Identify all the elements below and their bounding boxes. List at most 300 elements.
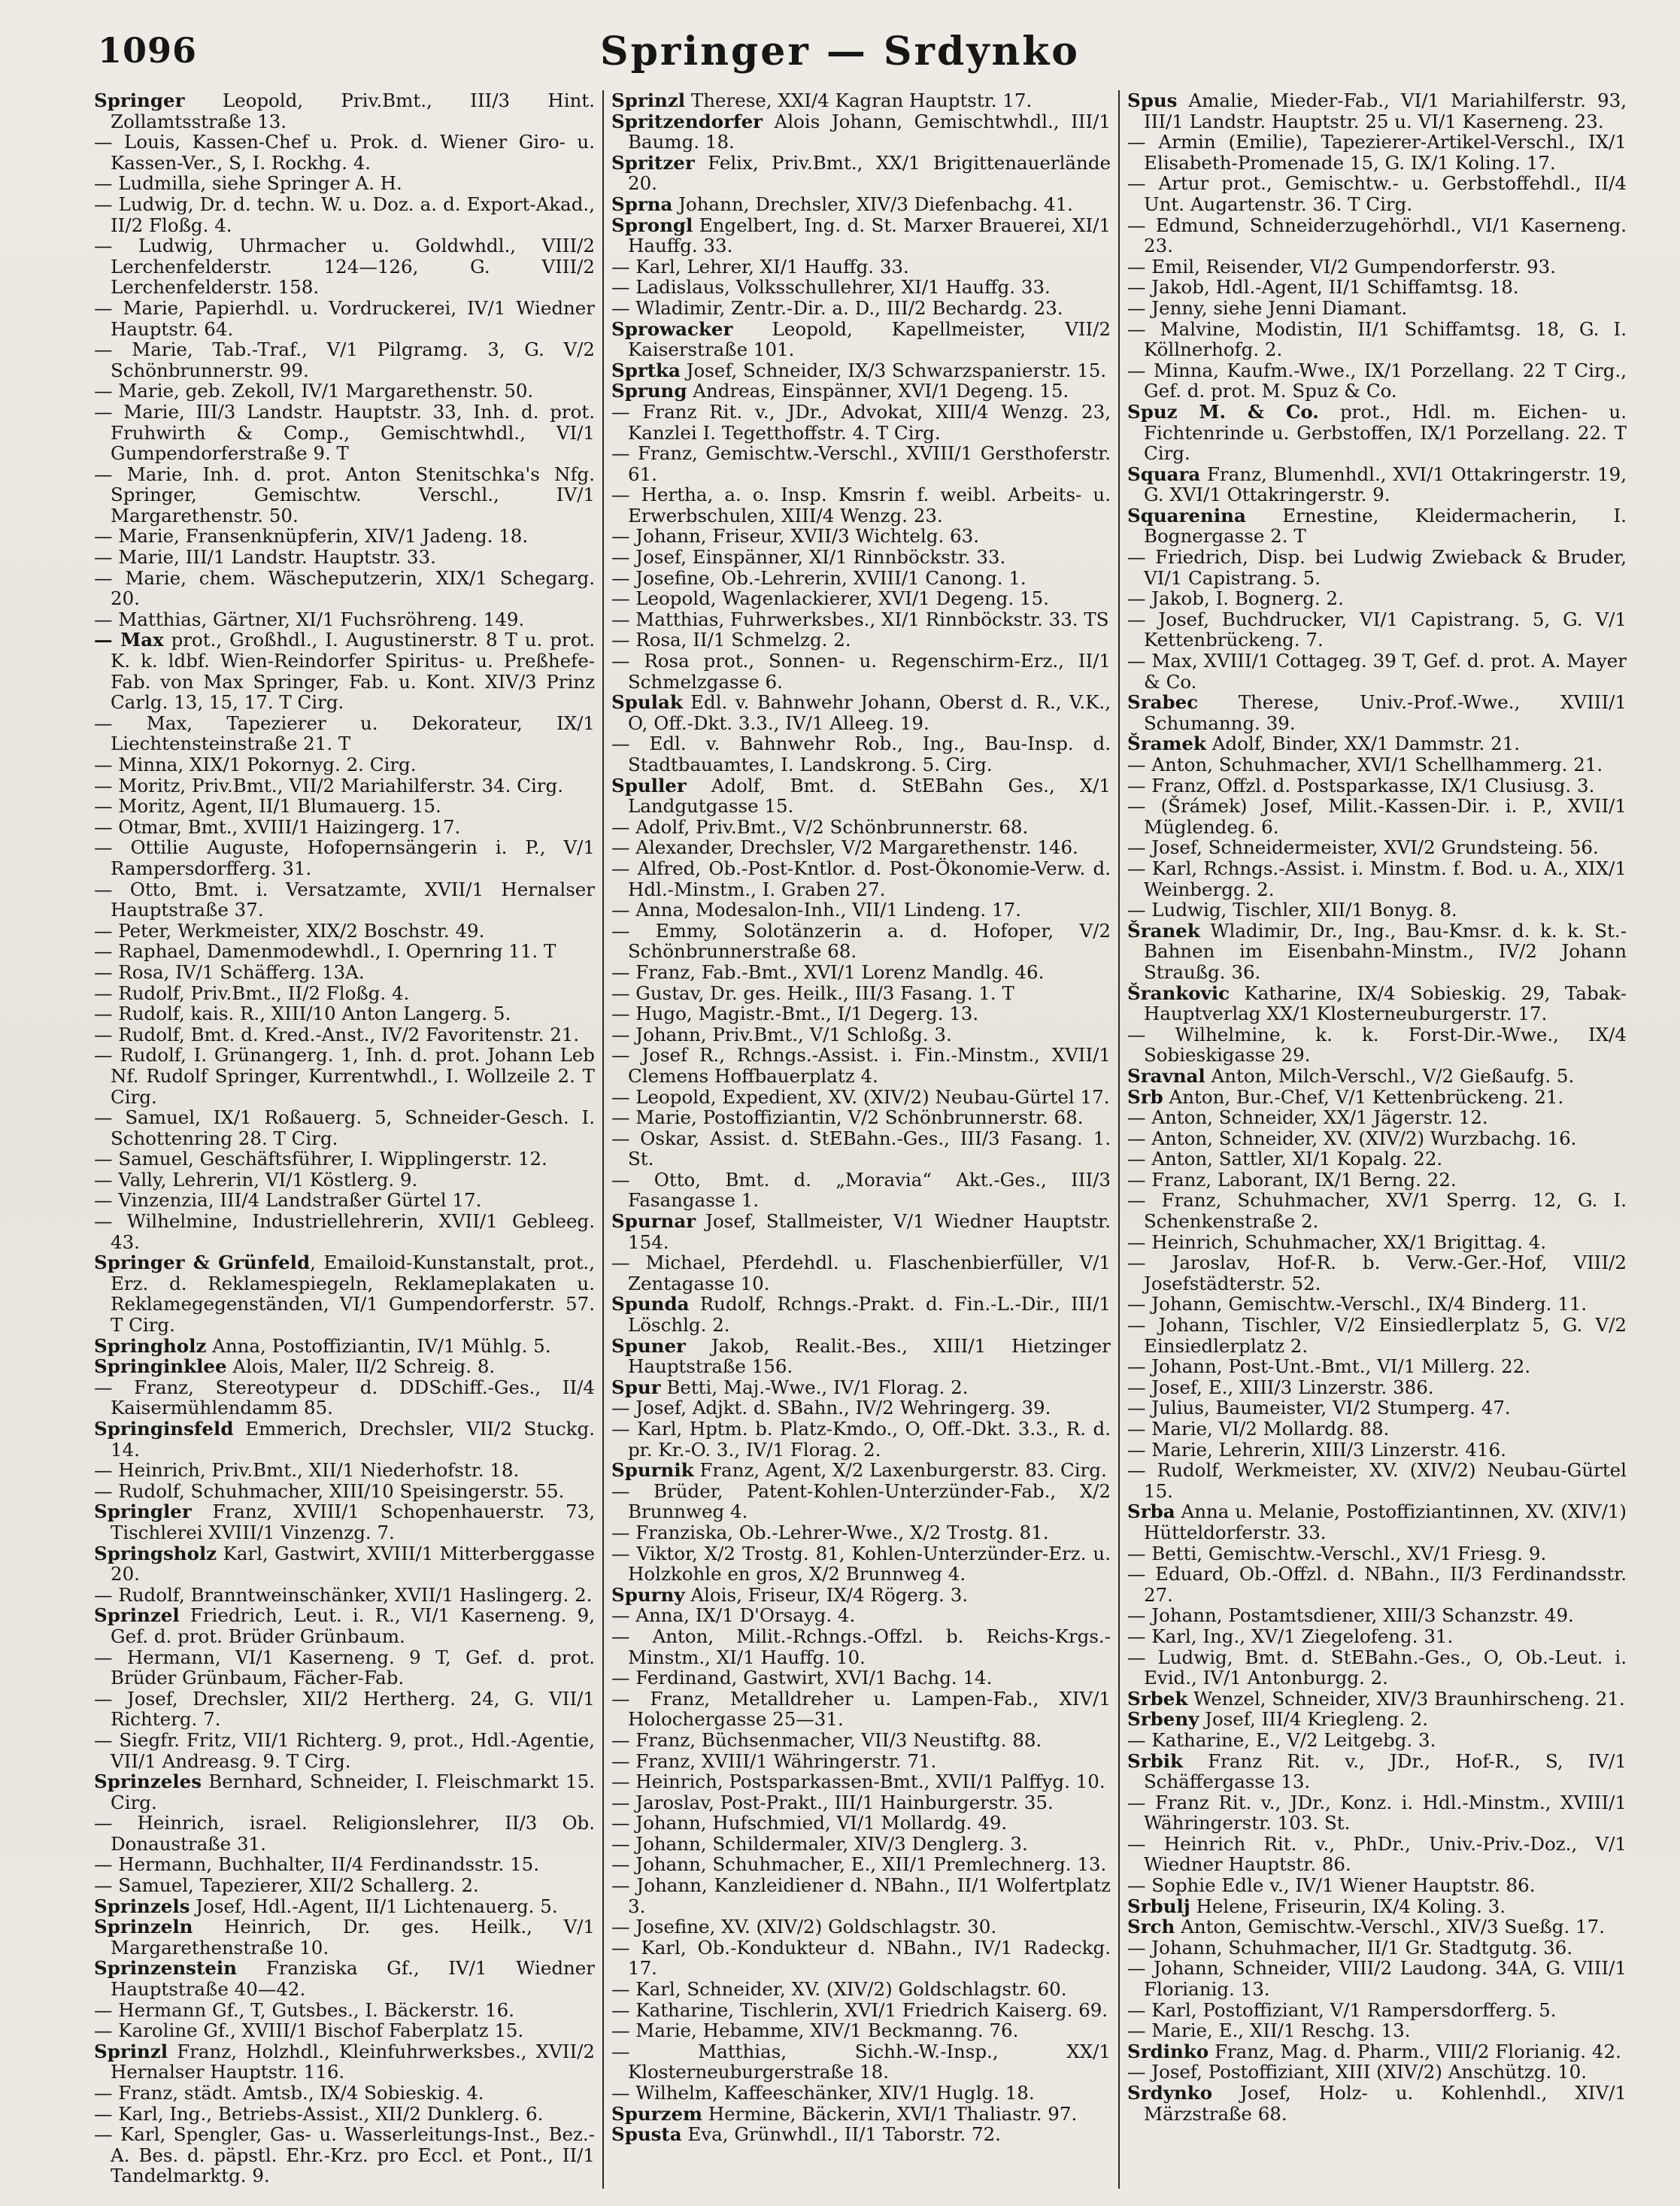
entry-details: Bernhard, Schneider, I. Fleischmarkt 15. Cirg. [111, 1771, 595, 1813]
entry-surname: Sravnal [1127, 1064, 1205, 1087]
directory-entry [94, 1543, 595, 1585]
directory-entry [94, 2000, 595, 2021]
directory-entry [94, 1045, 595, 1107]
directory-entry [1127, 796, 1627, 837]
directory-entry [611, 692, 1111, 733]
directory-entry [94, 817, 595, 838]
entry-details: — Hugo, Magistr.-Bmt., I/1 Degerg. 13. [611, 1003, 979, 1025]
directory-entry [611, 1107, 1111, 1128]
directory-entry [94, 402, 595, 464]
directory-entry [1127, 1958, 1627, 1999]
directory-entry [611, 526, 1111, 547]
directory-entry [1127, 1792, 1627, 1834]
entry-details: — Vally, Lehrerin, VI/1 Köstlerg. 9. [94, 1168, 418, 1191]
entry-details: — Peter, Werkmeister, XIX/2 Boschstr. 49. [94, 919, 485, 942]
entry-details: — Franz Rit. v., JDr., Advokat, XIII/4 Wenzg. 23, Kanzlei I. Tegetthoffstr. 4. T Cirg. [611, 400, 1111, 444]
directory-entry [94, 339, 595, 381]
directory-entry [611, 1170, 1111, 1211]
entry-surname: Sprtka [611, 359, 681, 381]
entry-details: — Marie, E., XII/1 Reschg. 13. [1127, 2019, 1411, 2042]
entry-details: Alois Johann, Gemischtwhdl., III/1 Baumg. 18. [628, 110, 1111, 153]
column-1 [86, 90, 602, 2189]
entry-details: — Johann, Schuhmacher, E., XII/1 Premlechnerg. 13. [611, 1853, 1107, 1876]
directory-entry [1127, 754, 1627, 775]
entry-surname: Spusta [611, 2123, 682, 2146]
entry-details: — Edl. v. Bahnwehr Rob., Ing., Bau-Insp. d. Stadtbauamtes, I. Landskrong. 5. Cirg. [611, 733, 1111, 775]
entry-details: Wladimir, Dr., Ing., Bau-Kmsr. d. k. k. St.-Bahnen im Eisenbahn-Minstm., IV/2 Johann Straußg. 36. [1144, 919, 1627, 983]
entry-details: Edl. v. Bahnwehr Johann, Oberst d. R., V.K., O, Off.-Dkt. 3.3., IV/1 Alleeg. 19. [628, 691, 1111, 734]
entry-details: — Jenny, siehe Jenni Diamant. [1127, 296, 1408, 319]
entry-details: — Max, XVIII/1 Cottageg. 39 T, Gef. d. prot. A. Mayer & Co. [1127, 650, 1627, 693]
directory-entry [1127, 1730, 1627, 1751]
entry-details: Therese, XXI/4 Kagran Hauptstr. 17. [685, 90, 1033, 111]
entry-details: — Hermann Gf., T, Gutsbes., I. Bäckerstr. 16. [94, 1998, 515, 2021]
entry-details: Josef, III/4 Kriegleng. 2. [1199, 1708, 1429, 1731]
entry-surname: Srb [1127, 1085, 1163, 1108]
directory-entry [94, 1190, 595, 1211]
entry-details: — Franz, Büchsenmacher, VII/3 Neustiftg. 88. [611, 1728, 1042, 1751]
directory-entry [1127, 1252, 1627, 1294]
entry-surname: Springer & Grünfeld [94, 1252, 311, 1274]
directory-entry [611, 2020, 1111, 2041]
entry-details: Josef, Stallmeister, V/1 Wiedner Hauptstr. 154. [628, 1210, 1111, 1253]
entry-surname: Springinklee [94, 1355, 227, 1378]
directory-entry [1127, 132, 1627, 173]
directory-entry [611, 484, 1111, 526]
directory-entry [94, 609, 595, 630]
directory-entry [1127, 651, 1627, 692]
directory-entry [1127, 173, 1627, 214]
entry-details: — Alfred, Ob.-Post-Kntlor. d. Post-Ökonomie-Verw. d. Hdl.-Minstm., I. Graben 27. [611, 857, 1111, 900]
directory-entry [94, 983, 595, 1004]
entry-surname: Spuner [611, 1334, 686, 1357]
entry-surname: Šranek [1127, 919, 1200, 942]
directory-entry [94, 775, 595, 797]
directory-entry [94, 1481, 595, 1502]
entry-details: — Franziska, Ob.-Lehrer-Wwe., X/2 Trostg. 81. [611, 1521, 1049, 1543]
directory-entry [1127, 1875, 1627, 1896]
entry-details: — Wladimir, Zentr.-Dir. a. D., III/2 Bechardg. 23. [611, 296, 1063, 319]
entry-surname: Spulak [611, 691, 683, 714]
directory-entry [94, 1916, 595, 1958]
entry-details: — Johann, Hufschmied, VI/1 Mollardg. 49. [611, 1812, 1008, 1834]
directory-entry [611, 360, 1111, 381]
entry-details: — Franz, Fab.-Bmt., XVI/1 Lorenz Mandlg. 46. [611, 960, 1045, 983]
directory-entry [611, 1813, 1111, 1834]
directory-entry [1127, 1626, 1627, 1647]
entry-details: Franz, Mag. d. Pharm., VIII/2 Florianig. 42. [1208, 2040, 1621, 2062]
directory-entry [611, 837, 1111, 858]
directory-entry [94, 2083, 595, 2104]
directory-entry [611, 733, 1111, 775]
directory-entry [611, 1771, 1111, 1792]
directory-entry [611, 1834, 1111, 1855]
entry-details: — Karl, Rchngs.-Assist. i. Minstm. f. Bod. u. A., XIX/1 Weinbergg. 2. [1127, 857, 1627, 900]
entry-details: — Marie, Tab.-Traf., V/1 Pilgramg. 3, G. V/2 Schönbrunnerstr. 99. [94, 338, 595, 381]
directory-entry [94, 2020, 595, 2041]
entry-details: — Katharine, Tischlerin, XVI/1 Friedrich Kaiserg. 69. [611, 1998, 1108, 2021]
directory-entry [611, 2041, 1111, 2083]
directory-entry [611, 90, 1111, 111]
entry-details: — Marie, III/1 Landstr. Hauptstr. 33. [94, 546, 436, 569]
entry-details: — Johann, Kanzleidiener d. NBahn., II/1 Wolfertplatz 3. [611, 1874, 1111, 1917]
directory-entry [1127, 215, 1627, 256]
entry-details: — Anton, Schneider, XV. (XIV/2) Wurzbachg. 16. [1127, 1127, 1577, 1149]
directory-entry [611, 277, 1111, 298]
entry-surname: Springler [94, 1501, 192, 1523]
directory-entry [611, 2000, 1111, 2021]
directory-entry [611, 775, 1111, 817]
entry-details: Adolf, Binder, XX/1 Dammstr. 21. [1205, 733, 1521, 755]
directory-entry [1127, 298, 1627, 319]
directory-entry [94, 1605, 595, 1646]
directory-entry [1127, 1066, 1627, 1087]
directory-entry [611, 1419, 1111, 1460]
directory-entry [611, 547, 1111, 568]
directory-entry [94, 837, 595, 878]
entry-details: — Minna, Kaufm.-Wwe., IX/1 Porzellang. 22 T Cirg., Gef. d. prot. M. Spuz & Co. [1127, 359, 1627, 402]
entry-details: — Katharine, E., V/2 Leitgebg. 3. [1127, 1728, 1436, 1751]
entry-details: — Vinzenzia, III/4 Landstraßer Gürtel 17. [94, 1189, 482, 1212]
entry-details: — Oskar, Assist. d. StEBahn.-Ges., III/3 Fasang. 1. St. [611, 1127, 1111, 1170]
directory-entry [611, 215, 1111, 256]
directory-entry [611, 2083, 1111, 2104]
entry-details: — Ludwig, Bmt. d. StEBahn.-Ges., O, Ob.-Leut. i. Evid., IV/1 Antonburgg. 2. [1127, 1646, 1627, 1689]
entry-details: Alois, Friseur, IX/4 Rögerg. 3. [684, 1583, 969, 1606]
entry-surname: Springholz [94, 1334, 207, 1357]
directory-entry [611, 568, 1111, 589]
entry-details: Helene, Friseurin, IX/4 Koling. 3. [1190, 1895, 1506, 1917]
entry-details: — Moritz, Agent, II/1 Blumauerg. 15. [94, 795, 441, 818]
entry-surname: Spurnik [611, 1459, 694, 1482]
directory-entry [611, 1460, 1111, 1481]
directory-entry [1127, 505, 1627, 547]
entry-details: — Josefine, Ob.-Lehrerin, XVIII/1 Canong. 1. [611, 566, 1026, 589]
directory-entry [611, 1252, 1111, 1294]
entry-details: — Otto, Bmt. d. „Moravia“ Akt.-Ges., III/3 Fasangasse 1. [611, 1168, 1111, 1212]
directory-entry [1127, 1024, 1627, 1066]
entry-details: — Marie, VI/2 Mollardg. 88. [1127, 1418, 1390, 1440]
entry-details: — Hermann, Buchhalter, II/4 Ferdinandsstr. 15. [94, 1853, 540, 1876]
entry-details: — Johann, Schuhmacher, II/1 Gr. Stadtgutg. 36. [1127, 1936, 1573, 1959]
directory-entry [1127, 256, 1627, 278]
entry-details: — Armin (Emilie), Tapezierer-Artikel-Verschl., IX/1 Elisabeth-Promenade 15, G. IX/1 Koling. 17. [1127, 131, 1627, 174]
entry-details: Johann, Drechsler, XIV/3 Diefenbachg. 41. [672, 193, 1073, 215]
directory-entry [1127, 1294, 1627, 1315]
directory-entry [611, 443, 1111, 484]
directory-entry [611, 1792, 1111, 1813]
directory-entry [1127, 464, 1627, 505]
directory-entry [94, 381, 595, 402]
entry-details: Anton, Milch-Verschl., V/2 Gießaufg. 5. [1205, 1064, 1575, 1087]
entry-details: Rudolf, Rchngs.-Prakt. d. Fin.-L.-Dir., III/1 Löschlg. 2. [628, 1293, 1111, 1337]
entry-surname: Spurnar [611, 1210, 696, 1233]
entry-details: — Franz, Offzl. d. Postsparkasse, IX/1 Clusiusg. 3. [1127, 774, 1595, 797]
entry-surname: Srdynko [1127, 2082, 1213, 2104]
directory-entry [1127, 402, 1627, 464]
entry-details: — Ludwig, Dr. d. techn. W. u. Doz. a. d. Export-Akad., II/2 Floßg. 4. [94, 193, 595, 236]
entry-details: — Raphael, Damenmodewhdl., I. Opernring 11. T [94, 940, 556, 963]
entry-surname: Spurny [611, 1583, 685, 1606]
directory-entry [1127, 1564, 1627, 1605]
directory-entry [611, 1377, 1111, 1398]
entry-surname: — Max [94, 629, 164, 651]
entry-details: — Wilhelm, Kaffeeschänker, XIV/1 Huglg. 18. [611, 2082, 1035, 2104]
directory-entry [94, 90, 595, 132]
entry-details: — Samuel, Geschäftsführer, I. Wipplingerstr. 12. [94, 1148, 547, 1170]
column-2 [602, 90, 1118, 2189]
entry-details: — Franz, Gemischtw.-Verschl., XVIII/1 Gersthoferstr. 61. [611, 442, 1111, 485]
entry-surname: Sprinzeln [94, 1916, 193, 1938]
entry-details: — Marie, chem. Wäscheputzerin, XIX/1 Schegarg. 20. [94, 566, 595, 610]
entry-details: — Josef, E., XIII/3 Linzerstr. 386. [1127, 1376, 1434, 1398]
entry-surname: Sprung [611, 380, 687, 402]
entry-details: — Matthias, Fuhrwerksbes., XI/1 Rinnböckstr. 33. TS [611, 608, 1109, 630]
directory-entry [611, 609, 1111, 630]
entry-surname: Sprinzl [94, 2040, 168, 2062]
entry-details: — Karl, Hptm. b. Platz-Kmdo., O, Off.-Dkt. 3.3., R. d. pr. Kr.-O. 3., IV/1 Florag. 2. [611, 1418, 1111, 1461]
directory-entry [1127, 588, 1627, 609]
entry-surname: Sprna [611, 193, 673, 215]
directory-entry [94, 1003, 595, 1024]
entry-surname: Šrankovic [1127, 982, 1230, 1004]
entry-details: Leopold, Kapellmeister, VII/2 Kaiserstraße 101. [628, 317, 1111, 361]
entry-details: Felix, Priv.Bmt., XX/1 Brigittenauerlände 20. [628, 151, 1111, 195]
entry-details: — Josef, Postoffiziant, XIII (XIV/2) Anschützg. 10. [1127, 2061, 1588, 2083]
directory-entry [611, 1128, 1111, 1170]
directory-entry [94, 1730, 595, 1771]
entry-details: — Rudolf, Bmt. d. Kred.-Anst., IV/2 Favoritenstr. 21. [94, 1023, 580, 1045]
directory-entry [94, 941, 595, 962]
entry-details: Andreas, Einspänner, XVI/1 Degeng. 15. [687, 380, 1069, 402]
entry-details: Eva, Grünwhdl., II/1 Taborstr. 72. [681, 2123, 1001, 2146]
directory-entry [1127, 921, 1627, 983]
entry-details: — Matthias, Gärtner, XI/1 Fuchsröhreng. 149. [94, 608, 525, 630]
entry-surname: Spur [611, 1376, 661, 1398]
entry-details: — Franz, städt. Amtsb., IX/4 Sobieskig. 4. [94, 2082, 484, 2104]
entry-details: — Hermann, VI/1 Kaserneng. 9 T, Gef. d. prot. Brüder Grünbaum, Fächer-Fab. [94, 1646, 595, 1689]
directory-entry [1127, 319, 1627, 360]
directory-entry [94, 1585, 595, 1606]
entry-details: Josef, Hdl.-Agent, II/1 Lichtenauerg. 5. [190, 1895, 558, 1917]
entry-details: — Franz, Metalldreher u. Lampen-Fab., XIV/1 Holochergasse 25—31. [611, 1687, 1111, 1731]
directory-entry [611, 1024, 1111, 1045]
entry-details: — Karl, Spengler, Gas- u. Wasserleitungs-Inst., Bez.-A. Bes. d. päpstl. Ehr.-Krz. pro Eccl. et Pont., II/1 Tandelmarktg. 9. [94, 2123, 595, 2187]
directory-entry [1127, 733, 1627, 754]
directory-entry [1127, 1190, 1627, 1231]
directory-entry [1127, 1397, 1627, 1419]
entry-details: — (Šrámek) Josef, Milit.-Kassen-Dir. i. P., XVII/1 Müglendeg. 6. [1127, 795, 1627, 838]
entry-details: — Josefine, XV. (XIV/2) Goldschlagstr. 30. [611, 1916, 997, 1938]
entry-details: — Friedrich, Disp. bei Ludwig Zwieback & Bruder, VI/1 Capistrang. 5. [1127, 546, 1627, 589]
entry-details: Therese, Univ.-Prof.-Wwe., XVIII/1 Schumanng. 39. [1144, 691, 1627, 734]
directory-entry [1127, 1460, 1627, 1501]
entry-details: — Rudolf, kais. R., XIII/10 Anton Langerg. 5. [94, 1003, 511, 1025]
directory-entry [611, 1087, 1111, 1108]
directory-entry [94, 962, 595, 983]
directory-entry [94, 1336, 595, 1357]
entry-details: — Franz, Laborant, IX/1 Berng. 22. [1127, 1168, 1457, 1191]
entry-details: — Marie, III/3 Landstr. Hauptstr. 33, Inh. d. prot. Fruhwirth & Comp., Gemischtwhdl., VI/1 Gumpendorferstraße 9. T [94, 400, 595, 465]
entry-surname: Squarenina [1127, 504, 1246, 526]
entry-surname: Sprinzels [94, 1895, 190, 1917]
entry-details: Franz, Agent, X/2 Laxenburgerstr. 83. Cirg. [693, 1459, 1107, 1482]
entry-details: prot., Hdl. m. Eichen- u. Fichtenrinde u. Gerbstoffen, IX/1 Porzellang. 22. T Cirg. [1144, 400, 1627, 465]
entry-details: Katharine, IX/4 Sobieskig. 29, Tabak-Hauptverlag XX/1 Klosterneuburgerstr. 17. [1144, 982, 1627, 1025]
directory-entry [94, 1854, 595, 1875]
entry-details: Alois, Maler, II/2 Schreig. 8. [226, 1355, 496, 1378]
entry-details: — Artur prot., Gemischtw.- u. Gerbstoffehdl., II/4 Unt. Augartenstr. 36. T Cirg. [1127, 172, 1627, 215]
entry-surname: Squara [1127, 463, 1201, 485]
directory-entry [611, 1211, 1111, 1252]
entry-details: Franz, XVIII/1 Schopenhauerstr. 73, Tischlerei XVIII/1 Vinzenzg. 7. [111, 1501, 595, 1543]
directory-entry [1127, 2000, 1627, 2021]
entry-details: — Adolf, Priv.Bmt., V/2 Schönbrunnerstr. 68. [611, 815, 1029, 838]
directory-entry [611, 630, 1111, 651]
directory-entry [611, 1045, 1111, 1086]
directory-entry [1127, 1377, 1627, 1398]
directory-entry [94, 1813, 595, 1854]
entry-details: Anna u. Melanie, Postoffiziantinnen, XV. (XIV/1) Hütteldorferstr. 33. [1144, 1501, 1627, 1543]
directory-entry [611, 319, 1111, 360]
directory-entry [94, 1460, 595, 1481]
entry-details: — Karoline Gf., XVIII/1 Bischof Faberplatz 15. [94, 2019, 524, 2042]
entry-details: — Franz Rit. v., JDr., Konz. i. Hdl.-Minstm., XVIII/1 Währingerstr. 103. St. [1127, 1791, 1627, 1834]
entry-details: , Emailoid-Kunstanstalt, prot., Erz. d. Reklamespiegeln, Reklameplakaten u. Reklamegegenständen, VI/1 Gumpendorferstr. 57. T Cirg. [111, 1252, 595, 1337]
directory-entry [1127, 1356, 1627, 1377]
directory-entry [611, 153, 1111, 194]
entry-details: — Josef, Buchdrucker, VI/1 Capistrang. 5, G. V/1 Kettenbrückeng. 7. [1127, 608, 1627, 651]
directory-entry [94, 298, 595, 339]
entry-details: — Josef, Einspänner, XI/1 Rinnböckstr. 33. [611, 546, 1006, 569]
directory-entry [611, 1336, 1111, 1377]
directory-entry [1127, 1709, 1627, 1730]
directory-entry [94, 1647, 595, 1689]
directory-entry [611, 588, 1111, 609]
entry-details: Franz Rit. v., JDr., Hof-R., S, IV/1 Schäffergasse 13. [1144, 1749, 1627, 1793]
entry-details: — Jaroslav, Hof-R. b. Verw.-Ger.-Hof, VIII/2 Josefstädterstr. 52. [1127, 1252, 1627, 1294]
entry-surname: Srabec [1127, 691, 1199, 714]
entry-details: — Matthias, Sichh.-W.-Insp., XX/1 Klosterneuburgerstraße 18. [611, 2040, 1111, 2083]
entry-surname: Spuz M. & Co. [1127, 400, 1319, 423]
entry-details: — Samuel, Tapezierer, XII/2 Schallerg. 2. [94, 1874, 479, 1897]
entry-details: — Leopold, Wagenlackierer, XVI/1 Degeng. 15. [611, 587, 1049, 610]
entry-details: — Siegfr. Fritz, VII/1 Richterg. 9, prot., Hdl.-Agentie, VII/1 Andreasg. 9. T Cirg. [94, 1728, 595, 1772]
directory-entry [611, 2124, 1111, 2145]
entry-details: — Johann, Tischler, V/2 Einsiedlerplatz 5, G. V/2 Einsiedlerplatz 2. [1127, 1314, 1627, 1357]
entry-surname: Springinsfeld [94, 1418, 234, 1440]
directory-entry [1127, 1896, 1627, 1917]
entry-surname: Srbik [1127, 1749, 1184, 1772]
directory-entry [1127, 1937, 1627, 1959]
directory-entry [1127, 692, 1627, 733]
entry-details: prot., Großhdl., I. Augustinerstr. 8 T u. prot. K. k. ldbf. Wien-Reindorfer Spiritus- u. Preßhefe-Fab. von Max Springer, Fab. u. Kont. XIV/3 Prinz Carlg. 13, 15, 17. T Cirg. [111, 629, 595, 714]
directory-entry [94, 1107, 595, 1149]
directory-entry [94, 1211, 595, 1252]
entry-details: — Karl, Ing., Betriebs-Assist., XII/2 Dunklerg. 6. [94, 2102, 544, 2125]
directory-entry [611, 194, 1111, 215]
entry-details: — Jakob, I. Bognerg. 2. [1127, 587, 1344, 610]
entry-surname: Spuller [611, 774, 687, 797]
entry-details: — Johann, Schildermaler, XIV/3 Denglerg. 3. [611, 1832, 1028, 1855]
directory-entry [94, 1024, 595, 1045]
directory-entry [1127, 1419, 1627, 1440]
directory-entry [94, 1896, 595, 1917]
directory-entry [611, 1689, 1111, 1730]
entry-details: — Franz, Stereotypeur d. DDSchiff.-Ges., II/4 Kaisermühlendamm 85. [94, 1376, 595, 1419]
entry-surname: Sprongl [611, 214, 693, 236]
directory-entry [611, 1626, 1111, 1667]
entry-details: — Johann, Friseur, XVII/3 Wichtelg. 63. [611, 525, 979, 548]
directory-entry [611, 1916, 1111, 1937]
entry-details: Friedrich, Leut. i. R., VI/1 Kaserneng. 9, Gef. d. prot. Brüder Grünbaum. [111, 1604, 595, 1647]
entry-details: — Heinrich, Schuhmacher, XX/1 Brigittag. 4. [1127, 1230, 1547, 1253]
directory-entry [94, 2104, 595, 2125]
directory-entry [611, 1751, 1111, 1772]
entry-details: — Josef, Drechsler, XII/2 Hertherg. 24, G. VII/1 Richterg. 7. [94, 1687, 595, 1731]
directory-entry [611, 1397, 1111, 1419]
directory-entry [1127, 1834, 1627, 1875]
entry-details: — Malvine, Modistin, II/1 Schiffamtsg. 18, G. I. Köllnerhofg. 2. [1127, 317, 1627, 361]
entry-details: — Heinrich, israel. Religionslehrer, II/3 Ob. Donaustraße 31. [94, 1812, 595, 1855]
entry-surname: Sprinzel [94, 1604, 180, 1627]
entry-surname: Springer [94, 90, 185, 111]
directory-entry [1127, 1087, 1627, 1108]
entry-details: — Anton, Milit.-Rchngs.-Offzl. b. Reichs-Krgs.-Minstm., XI/1 Hauffg. 10. [611, 1625, 1111, 1668]
entry-details: — Leopold, Expedient, XV. (XIV/2) Neubau-Gürtel 17. [611, 1085, 1110, 1108]
entry-details: — Otto, Bmt. i. Versatzamte, XVII/1 Hernalser Hauptstraße 37. [94, 878, 595, 921]
directory-entry [611, 651, 1111, 692]
directory-entry [94, 754, 595, 775]
directory-entry [1127, 1543, 1627, 1564]
entry-details: — Emmy, Solotänzerin a. d. Hofoper, V/2 Schönbrunnerstraße 68. [611, 919, 1111, 963]
columns [86, 90, 1636, 2189]
directory-entry [94, 464, 595, 526]
entry-details: Jakob, Realit.-Bes., XIII/1 Hietzinger Hauptstraße 156. [628, 1334, 1111, 1378]
entry-details: — Franz, Schuhmacher, XV/1 Sperrg. 12, G. I. Schenkenstraße 2. [1127, 1189, 1627, 1233]
entry-details: — Rudolf, Branntweinschänker, XVII/1 Haslingerg. 2. [94, 1583, 593, 1606]
entry-details: — Rudolf, Schuhmacher, XIII/10 Speisingerstr. 55. [94, 1479, 565, 1502]
directory-entry [1127, 775, 1627, 797]
directory-entry [94, 2041, 595, 2083]
entry-details: — Heinrich, Postsparkassen-Bmt., XVII/1 Palffyg. 10. [611, 1771, 1105, 1793]
entry-details: — Heinrich Rit. v., PhDr., Univ.-Priv.-Doz., V/1 Wiedner Hauptstr. 86. [1127, 1832, 1627, 1876]
directory-entry [611, 983, 1111, 1004]
entry-details: — Rosa, II/1 Schmelzg. 2. [611, 629, 851, 651]
directory-entry [94, 1958, 595, 1999]
entry-details: Betti, Maj.-Wwe., IV/1 Florag. 2. [660, 1376, 969, 1398]
entry-details: — Karl, Ob.-Kondukteur d. NBahn., IV/1 Radeckg. 17. [611, 1936, 1111, 1980]
entry-details: — Samuel, IX/1 Roßauerg. 5, Schneider-Gesch. I. Schottenring 28. T Cirg. [94, 1106, 595, 1149]
entry-details: Anton, Bur.-Chef, V/1 Kettenbrückeng. 21. [1163, 1085, 1564, 1108]
entry-details: Engelbert, Ing. d. St. Marxer Brauerei, XI/1 Hauffg. 33. [628, 214, 1111, 257]
directory-entry [611, 921, 1111, 962]
entry-details: Josef, Schneider, IX/3 Schwarzspanierstr. 15. [680, 359, 1107, 381]
directory-entry [94, 547, 595, 568]
directory-entry [94, 921, 595, 942]
directory-entry [611, 1294, 1111, 1335]
entry-details: — Sophie Edle v., IV/1 Wiener Hauptstr. 86. [1127, 1874, 1536, 1897]
entry-details: — Josef R., Rchngs.-Assist. i. Fin.-Minstm., XVII/1 Clemens Hoffbauerplatz 4. [611, 1044, 1111, 1087]
directory-entry [611, 1979, 1111, 2000]
entry-details: — Josef, Schneidermeister, XVI/2 Grundsteing. 56. [1127, 836, 1599, 859]
entry-details: — Johann, Priv.Bmt., V/1 Schloßg. 3. [611, 1023, 952, 1045]
entry-details: Emmerich, Drechsler, VII/2 Stuckg. 14. [111, 1418, 595, 1461]
directory-entry [94, 568, 595, 609]
directory-entry [611, 900, 1111, 921]
entry-details: — Marie, Papierhdl. u. Vordruckerei, IV/1 Wiedner Hauptstr. 64. [94, 296, 595, 340]
directory-entry [611, 858, 1111, 900]
